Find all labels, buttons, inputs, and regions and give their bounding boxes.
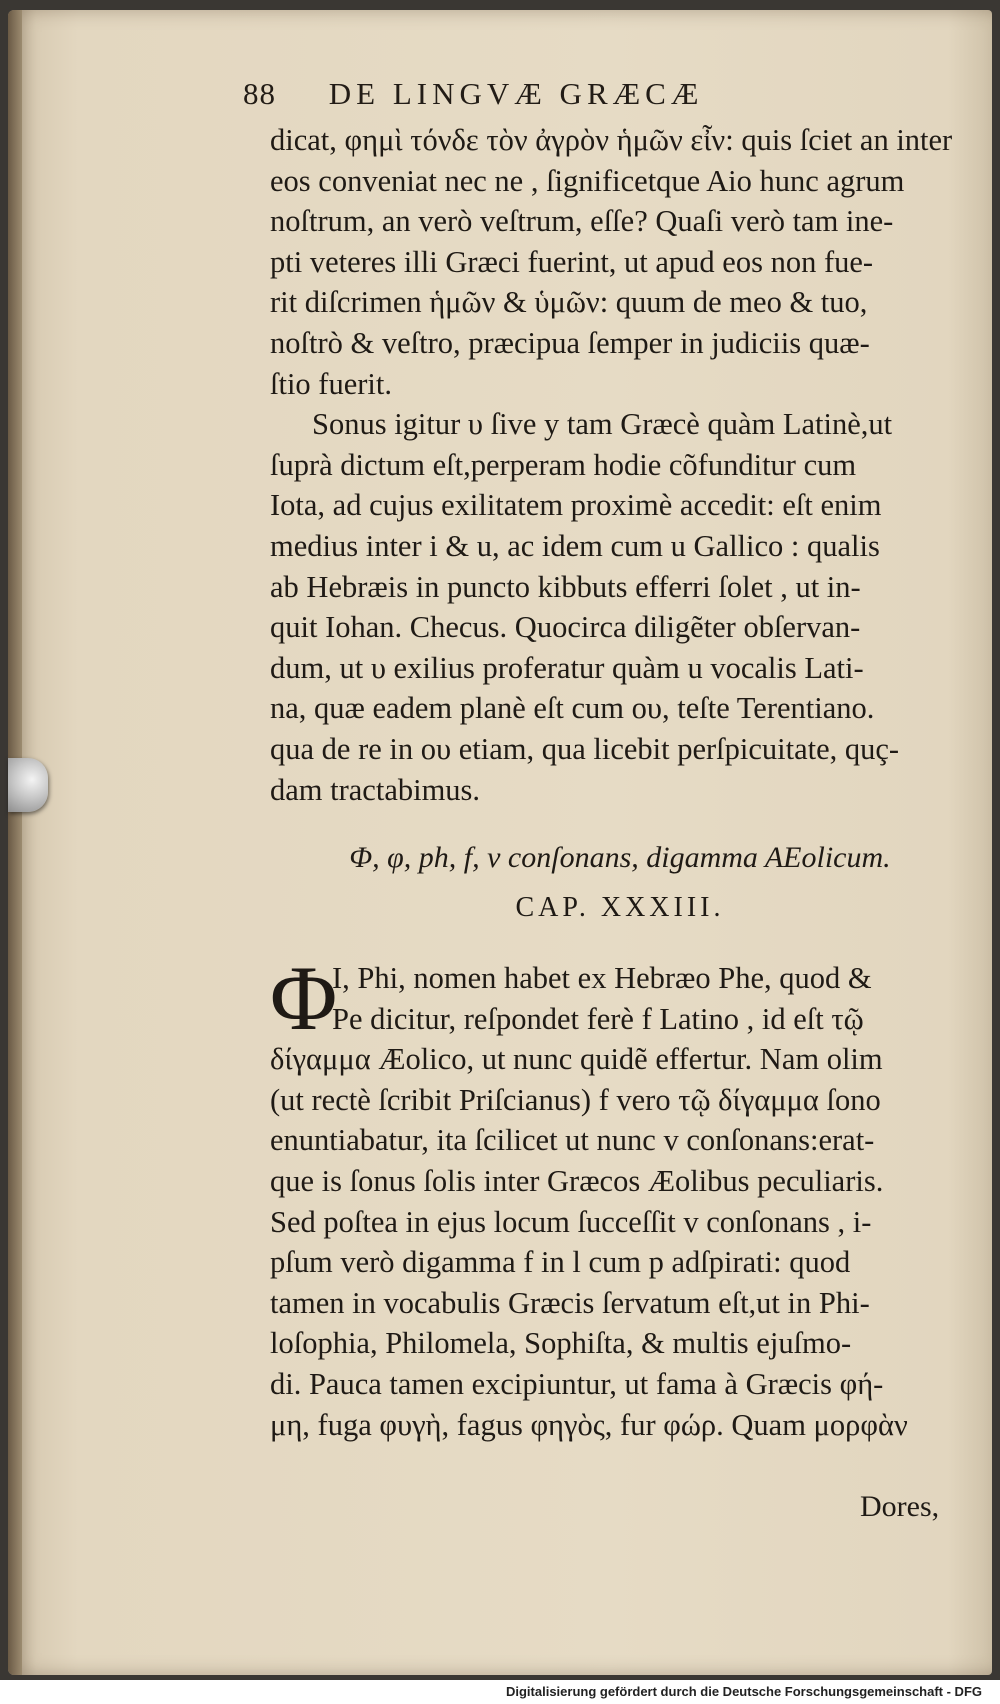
text-line: noſtrum, an verò veſtrum, eſſe? Quaſi verò tam ine- — [270, 204, 894, 239]
text-line: ſuprà dictum eſt,perperam hodie cõfunditur cum — [270, 447, 857, 482]
digitization-footer — [0, 1680, 1000, 1704]
text-line: I, Phi, nomen habet ex Hebræo Phe, quod & — [332, 961, 872, 995]
page-number: 88 — [243, 76, 276, 111]
section-heading: Φ, φ, ph, f, v conſonans, digamma AEolicum. — [349, 841, 891, 875]
text-line: eos conveniat nec ne , ſignificetque Aio hunc agrum — [270, 163, 905, 198]
text-line: quit Iohan. Checus. Quocirca diligẽter obſervan- — [270, 610, 861, 645]
text-line: ab Hebræis in puncto kibbuts efferri ſolet , ut in- — [270, 569, 861, 604]
text-line: pſum verò digamma f in l cum p adſpirati: quod — [270, 1245, 851, 1280]
text-line: medius inter i & u, ac idem cum u Gallico : qualis — [270, 528, 880, 563]
text-line: δίγαμμα Æolico, ut nunc quidẽ effertur. Nam olim — [270, 1042, 883, 1077]
text-line: Pe dicitur, reſpondet ferè f Latino , id eſt τῷ — [332, 1001, 864, 1036]
text-line: pti veteres illi Græci fuerint, ut apud eos non fue- — [270, 244, 874, 279]
footer-credit: Digitalisierung gefördert durch die Deutsche Forschungsgemeinschaft - DFG — [505, 1684, 982, 1699]
text-line: na, quæ eadem planè eſt cum ου, teſte Terentiano. — [270, 691, 875, 726]
body-text-part1 — [270, 120, 970, 930]
text-line: dam tractabimus. — [270, 772, 481, 807]
text-line: tamen in vocabulis Græcis ſervatum eſt,ut in Phi- — [270, 1285, 870, 1320]
text-line: ſtio fuerit. — [270, 366, 392, 401]
page-binding-edge — [8, 10, 22, 1675]
text-line: noſtrò & veſtro, præcipua ſemper in judiciis quæ- — [270, 325, 870, 360]
text-line: μη, fuga φυγὴ, fagus φηγὸς, fur φώρ. Quam μορφὰν — [270, 1407, 908, 1442]
text-line: loſophia, Philomela, Sophiſta, & multis ejuſmo- — [270, 1326, 852, 1361]
text-line: dum, ut υ exilius proferatur quàm u vocalis Lati- — [270, 650, 864, 685]
text-line: que is ſonus ſolis inter Græcos Æolibus peculiaris. — [270, 1163, 884, 1198]
drop-cap-initial: Φ — [270, 947, 338, 1049]
text-line: rit diſcrimen ἡμῶν & ὑμῶν: quum de meo & tuo, — [270, 285, 868, 320]
text-line: dicat, φημὶ τόνδε τὸν ἀγρὸν ἡμῶν εἶν: quis ſciet an inter — [270, 123, 953, 157]
running-head-title: DE LINGVÆ GRÆCÆ — [328, 76, 704, 111]
text-line: di. Pauca tamen excipiuntur, ut fama à Græcis φή- — [270, 1366, 884, 1401]
running-header — [243, 76, 803, 116]
chapter-text — [270, 947, 970, 1445]
text-line: (ut rectè ſcribit Priſcianus) f vero τῷ δίγαμμα ſono — [270, 1082, 881, 1117]
catchword: Dores, — [860, 1490, 940, 1523]
text-line: Iota, ad cujus exilitatem proximè accedit: eſt enim — [270, 488, 882, 523]
chapter-label: CAP. XXXIII. — [515, 892, 725, 924]
text-line: qua de re in ου etiam, qua licebit perſpicuitate, quç- — [270, 731, 900, 766]
binder-clip — [8, 758, 48, 812]
text-line: Sed poſtea in ejus locum ſucceſſit v conſonans , i- — [270, 1204, 872, 1239]
text-line: enuntiabatur, ita ſcilicet ut nunc v conſonans:erat- — [270, 1123, 875, 1158]
text-line: Sonus igitur υ ſive y tam Græcè quàm Latinè,ut — [312, 407, 893, 442]
